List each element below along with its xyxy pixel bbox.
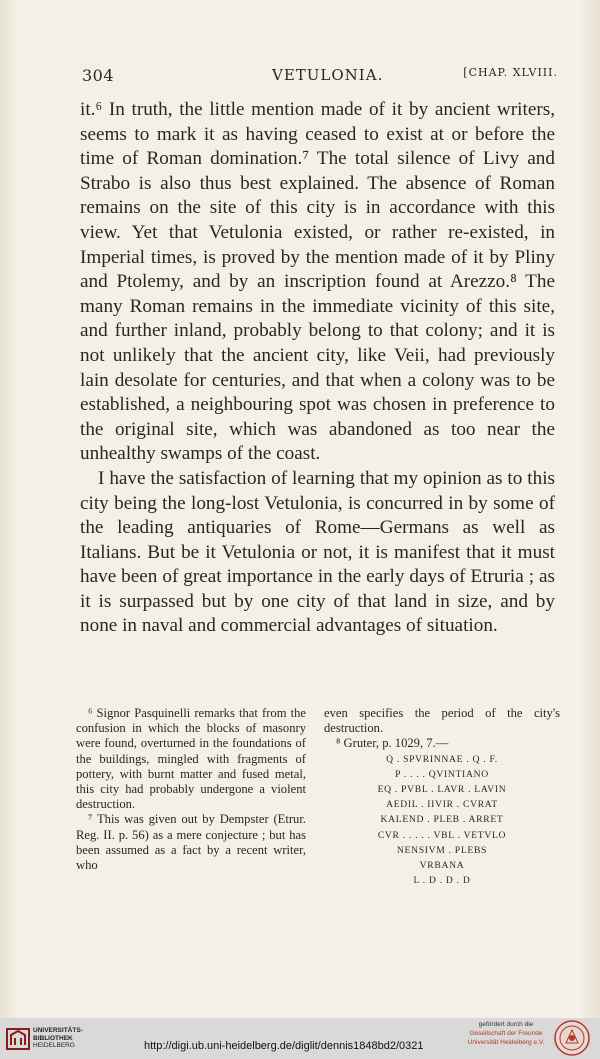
page-number: 304 [82,66,115,85]
funding-note: gefördert durch die Gesellschaft der Freunde Universität Heidelberg e.V. [467,1021,545,1046]
permalink-url[interactable]: http://digi.ub.uni-heidelberg.de/diglit/dennis1848bd2/0321 [144,1040,424,1052]
footer-bar [0,1018,600,1059]
inscription-line: CVR . . . . . VBL . VETVLO [377,829,507,841]
inscription-line: L . D . D . D [413,875,471,887]
page-title: VETULONIA. [272,66,384,84]
footnote-column-left [76,706,306,873]
running-head [82,66,558,90]
chapter-label: [CHAP. XLVIII. [463,66,558,79]
inscription [324,752,560,889]
paragraph: it.⁶ In truth, the little mention made of it by ancient writers, seems to mark it as having ceased to exist at or before the time of Roman domination.⁷ The total silence of Livy and Strabo is also thus best explained. The absence of Roman remains on the site of this city is in accordance with this view. Yet that Vetulonia existed, or rather re-existed, in Imperial times, is proved by the mention made of it by Pliny and Ptolemy, and by an inscription found at Arezzo.⁸ The many Roman remains in the immediate vicinity of this site, and further inland, probably belong to that colony; and it is not unlikely that the ancient city, like Veii, had previously lain desolate for centuries, and that when a colony was to be established, a neighbouring spot was chosen in preference to the original site, which was abandoned as too near the unhealthy swamps of the coast. [80,99,555,465]
paragraph: I have the satisfaction of learning that my opinion as to this city being the long-lost Vetulonia, is concurred in by some of the leading antiquaries of Rome—Germans as well as Italians. But be it Vetulonia or not, it is manifest that it must have been of great importance in the early days of Etruria ; as it is surpassed but by one city of that land in size, and by none in naval and commercial advantages of situation. [80,467,555,637]
footnote-7-continued: even specifies the period of the city's destruction. [324,706,560,736]
body-text [80,98,555,639]
inscription-line: KALEND . PLEB . ARRET [380,814,504,826]
university-seal-icon [553,1019,591,1057]
inscription-line: NENSIVM . PLEBS [396,844,488,856]
inscription-line: P . . . . QVINTIANO [395,768,489,780]
library-name: UNIVERSITÄTS- BIBLIOTHEK HEIDELBERG [33,1027,83,1050]
library-logo-icon [6,1027,30,1051]
inscription-line: EQ . PVBL . LAVR . LAVIN [377,784,507,796]
inscription-line: Q . SPVRINNAE . Q . F. [386,753,498,765]
inscription-line: VRBANA [419,860,465,872]
footnote-column-right [324,706,560,888]
footnote-8: ⁸ Gruter, p. 1029, 7.— [336,736,449,751]
footnote-7: ⁷ This was given out by Dempster (Etrur. Reg. II. p. 56) as a mere conjecture ; but has been assumed as a fact by a recent writer, who [76,812,306,873]
inscription-line: AEDIL . IIVIR . CVRAT [386,799,498,811]
footnote-6: ⁶ Signor Pasquinelli remarks that from the confusion in which the blocks of masonry were found, overturned in the foundations of the buildings, mingled with fragments of pottery, with burnt matter and fused metal, this city had probably undergone a violent destruction. [76,706,306,812]
